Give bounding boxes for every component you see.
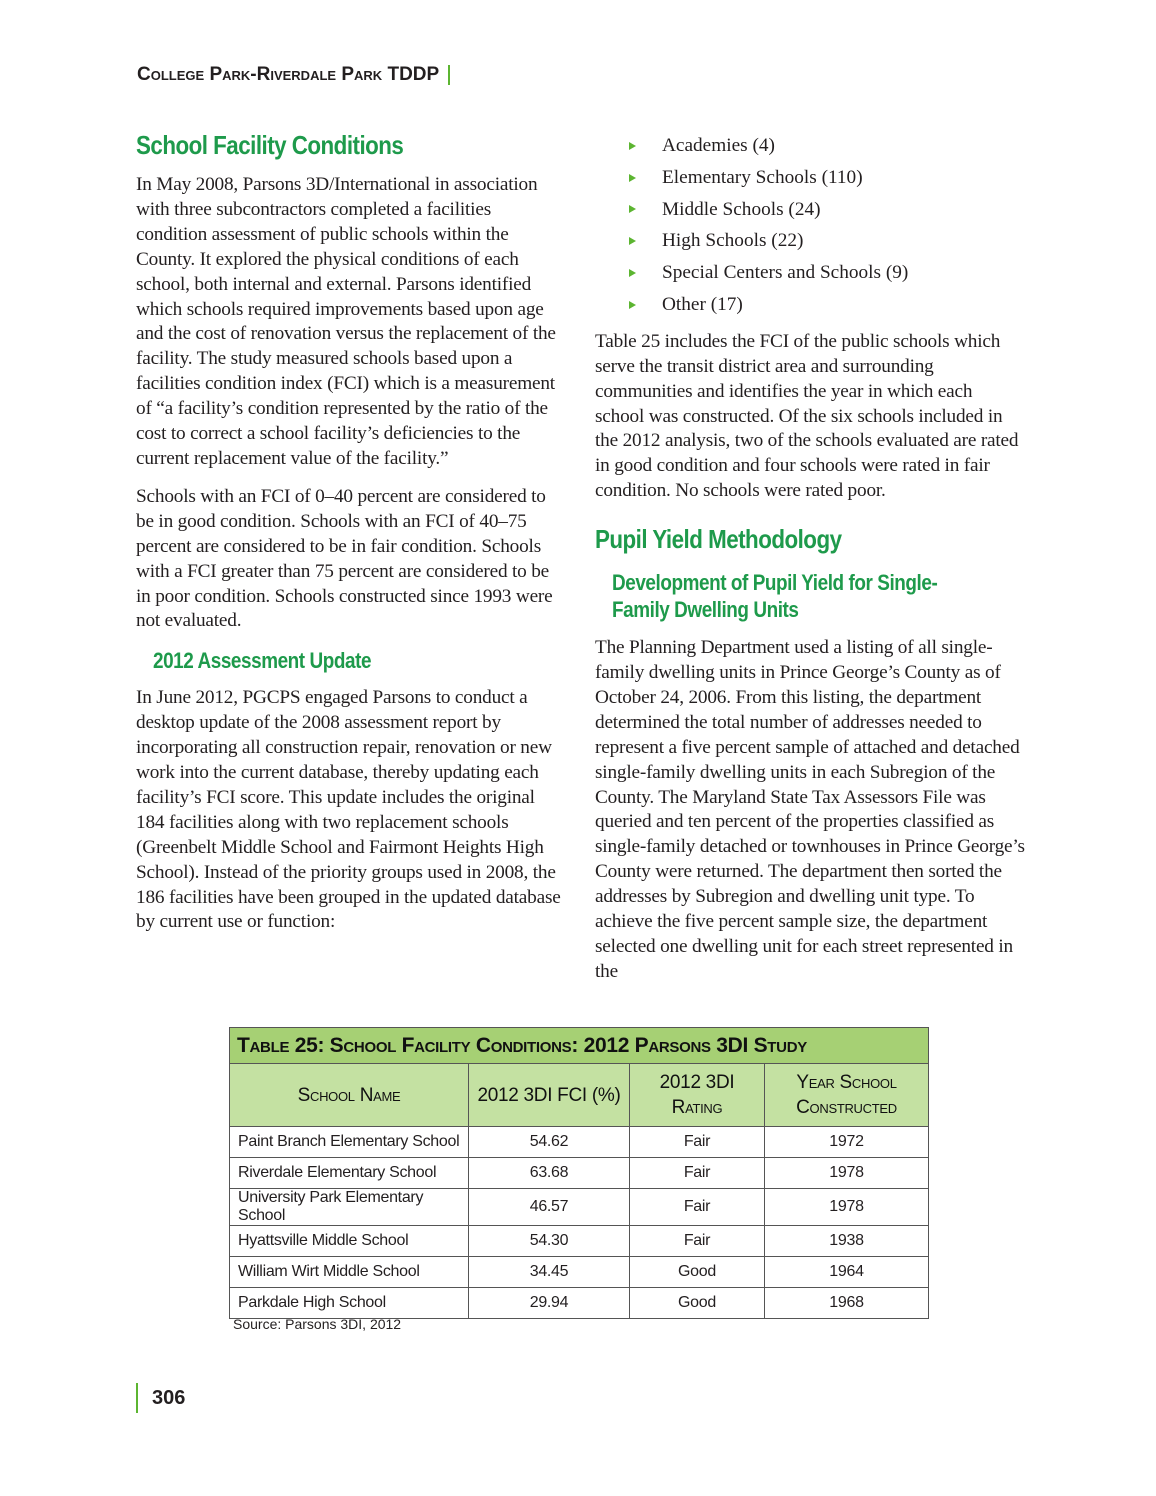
column-header-fci: 2012 3DI FCI (%) — [469, 1064, 630, 1127]
cell-year: 1978 — [765, 1158, 929, 1189]
cell-fci: 63.68 — [469, 1158, 630, 1189]
list-item-label: Elementary Schools (110) — [662, 166, 863, 188]
left-column — [136, 130, 561, 948]
cell-rating: Fair — [630, 1189, 765, 1226]
table-source-note: Source: Parsons 3DI, 2012 — [233, 1316, 402, 1332]
cell-year: 1938 — [765, 1226, 929, 1257]
bullet-triangle-icon — [629, 142, 636, 150]
list-item-label: Special Centers and Schools (9) — [662, 262, 909, 284]
cell-rating: Fair — [630, 1158, 765, 1189]
cell-year: 1978 — [765, 1189, 929, 1226]
right-column — [595, 130, 1025, 998]
cell-school-name: Parkdale High School — [230, 1288, 469, 1319]
paragraph-methodology: The Planning Department used a listing of all single-family dwelling units in Prince George’s County as of October 24, 2006. From this listing, the department determined the total number of addresses needed to represent a five percent sample of attached and detached single-family dwelling units in each Subregion of the County. The Maryland State Tax Assessors File was queried and ten percent of the properties classified as single-family detached or townhouses in Prince George’s County were returned. The department then sorted the addresses by Subregion and dwelling unit type. To achieve the five percent sample size, the department selected one dwelling unit for each street represented in the — [595, 637, 1025, 982]
cell-fci: 46.57 — [469, 1189, 630, 1226]
header-line: Rating — [671, 1097, 723, 1118]
subheading-pupil-yield-development — [612, 569, 967, 623]
cell-rating: Fair — [630, 1127, 765, 1158]
bullet-triangle-icon — [629, 269, 636, 277]
table-row — [230, 1189, 929, 1226]
paragraph-update: In June 2012, PGCPS engaged Parsons to conduct a desktop update of the 2008 assessment report by incorporating all construction repair, renovation or new work into the current database, thereby updating each facility’s FCI score. This update includes the original 184 facilities along with two replacement schools (Greenbelt Middle School and Fairmont Heights High School). Instead of the priority groups used in 2008, the 186 facilities have been grouped in the updated database by current use or function: — [136, 687, 561, 933]
table-row — [230, 1288, 929, 1319]
page-number: 306 — [152, 1386, 186, 1409]
table-title: Table 25: School Facility Conditions: 2012 Parsons 3DI Study — [230, 1028, 929, 1064]
subheading-assessment-update: 2012 Assessment Update — [153, 648, 372, 674]
cell-school-name: University Park Elementary School — [230, 1189, 469, 1226]
page-footer — [136, 1383, 185, 1413]
paragraph-intro: In May 2008, Parsons 3D/International in association with three subcontractors completed a facilities condition assessment of public schools within the County. It explored the physical conditions of each school, both internal and external. Parsons identified which schools required improvements based upon age and the cost of renovation versus the replacement of the facility. The study measured schools based upon a facilities condition index (FCI) which is a measurement of “a facility’s condition represented by the ratio of the cost to correct a school facility’s deficiencies to the current replacement value of the facility.” — [136, 174, 556, 469]
section-heading-facility-conditions: School Facility Conditions — [136, 130, 404, 160]
cell-rating: Fair — [630, 1226, 765, 1257]
list-item — [595, 194, 1025, 226]
cell-rating: Good — [630, 1288, 765, 1319]
section-heading-pupil-yield: Pupil Yield Methodology — [595, 524, 842, 555]
cell-fci: 34.45 — [469, 1257, 630, 1288]
document-title: College Park-Riverdale Park TDDP — [137, 64, 440, 85]
cell-fci: 29.94 — [469, 1288, 630, 1319]
cell-fci: 54.62 — [469, 1127, 630, 1158]
cell-school-name: William Wirt Middle School — [230, 1257, 469, 1288]
header-line: Constructed — [796, 1097, 897, 1118]
list-item-label: High Schools (22) — [662, 230, 804, 252]
cell-rating: Good — [630, 1257, 765, 1288]
cell-year: 1968 — [765, 1288, 929, 1319]
column-header-year — [765, 1064, 929, 1127]
subheading-line-1: Development of Pupil Yield for Single- — [612, 570, 938, 596]
list-item — [595, 130, 1025, 162]
bullet-triangle-icon — [629, 205, 636, 213]
paragraph-table-intro: Table 25 includes the FCI of the public schools which serve the transit district area and surrounding communities and identifies the year in which each school was constructed. Of the six schools included in the 2012 analysis, two of the schools evaluated are rated in good condition and four schools were rated in fair condition. No schools were rated poor. — [595, 330, 1019, 502]
facility-conditions-table — [229, 1027, 929, 1319]
table-row — [230, 1257, 929, 1288]
footer-divider — [136, 1383, 138, 1413]
column-header-school-name: School Name — [230, 1064, 469, 1127]
list-item — [595, 289, 1025, 321]
cell-school-name: Hyattsville Middle School — [230, 1226, 469, 1257]
table-row — [230, 1226, 929, 1257]
list-item — [595, 257, 1025, 289]
header-line: Year School — [796, 1072, 897, 1093]
list-item — [595, 162, 1025, 194]
bullet-triangle-icon — [629, 301, 636, 309]
header-divider — [448, 65, 450, 85]
table-row — [230, 1127, 929, 1158]
list-item-label: Other (17) — [662, 293, 743, 315]
cell-fci: 54.30 — [469, 1226, 630, 1257]
paragraph-fci-ranges: Schools with an FCI of 0–40 percent are considered to be in good condition. Schools with an FCI of 40–75 percent are considered to be in fair condition. Schools with a FCI greater than 75 percent are considered to be in poor condition. Schools constructed since 1993 were not evaluated. — [136, 485, 553, 632]
cell-school-name: Riverdale Elementary School — [230, 1158, 469, 1189]
table-row — [230, 1158, 929, 1189]
header-line: 2012 3DI — [659, 1072, 735, 1093]
list-item-label: Middle Schools (24) — [662, 198, 821, 220]
running-header — [137, 64, 450, 86]
column-header-rating — [630, 1064, 765, 1127]
cell-year: 1972 — [765, 1127, 929, 1158]
subheading-line-2: Family Dwelling Units — [612, 597, 799, 623]
cell-school-name: Paint Branch Elementary School — [230, 1127, 469, 1158]
facility-group-list — [595, 130, 1025, 321]
bullet-triangle-icon — [629, 174, 636, 182]
list-item-label: Academies (4) — [662, 135, 775, 156]
list-item — [595, 225, 1025, 257]
cell-year: 1964 — [765, 1257, 929, 1288]
bullet-triangle-icon — [629, 237, 636, 245]
